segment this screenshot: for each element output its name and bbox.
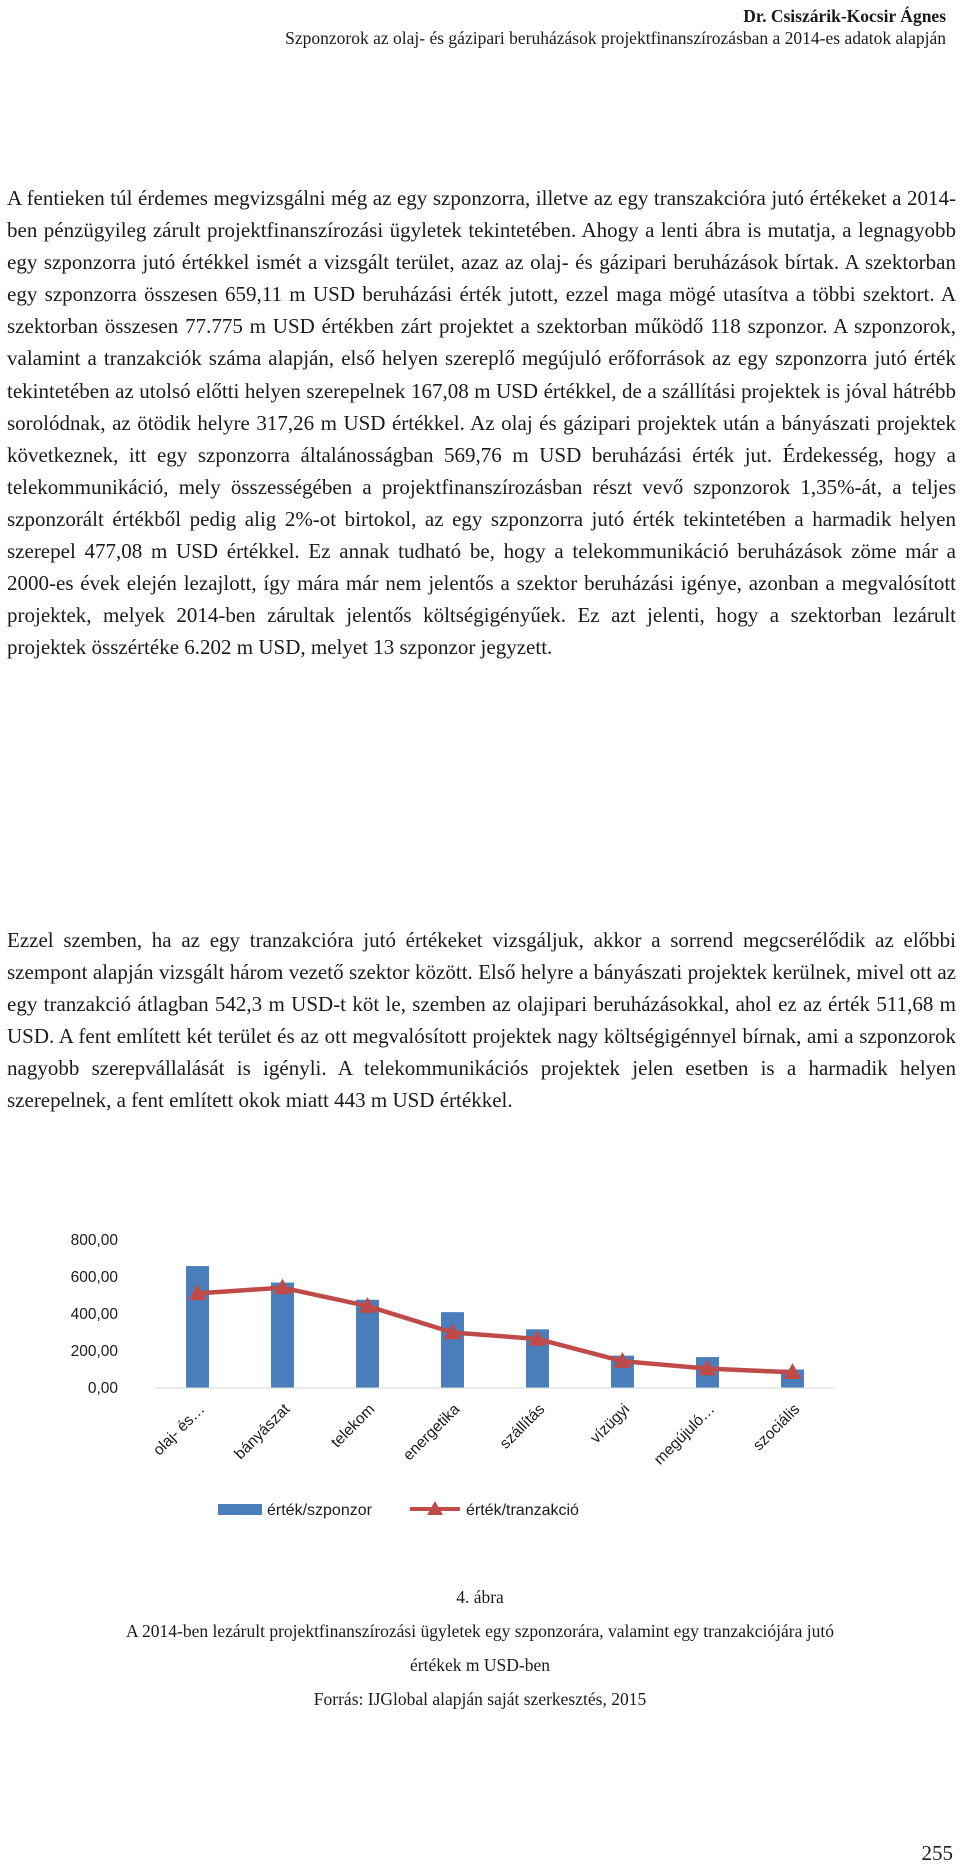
x-tick-label: olaj- és… [150, 1400, 209, 1460]
x-tick-label: telekom [327, 1400, 379, 1452]
y-tick-label: 600,00 [70, 1269, 118, 1286]
y-tick-label: 400,00 [70, 1306, 118, 1323]
body-paragraph-2: Ezzel szemben, ha az egy tranzakcióra jutó értékeket vizsgáljuk, akkor a sorrend megcserélődik az előbbi szempont alapján vizsgált három vezető szektor között. Első helyre a bányászati projektek kerülnek, mivel ott az egy tranzakció átlagban 542,3 m USD-t köt le, szemben az olajipari beruházásokkal, ahol ez az érték 511,68 m USD. A fent említett két terület és az ott megvalósított projektek nagy költségigénnyel bírnak, ami a szponzorok nagyobb szerepvállalását is igényli. A telekommunikációs projektek jelen esetben is a harmadik helyen szerepelnek, a fent említett okok miatt 443 m USD értékkel. [7, 928, 956, 1113]
page-number: 255 [921, 1841, 953, 1865]
bar [356, 1300, 379, 1388]
figure-caption-line-1: A 2014-ben lezárult projektfinanszírozási ügyletek egy szponzorára, valamint egy tranzakciójára jutó [126, 1621, 834, 1641]
legend-label-bar: érték/szponzor [267, 1502, 372, 1519]
x-tick-label: szállítás [496, 1400, 549, 1453]
legend-label-line: érték/tranzakció [466, 1502, 579, 1519]
y-tick-label: 800,00 [70, 1232, 118, 1249]
figure-caption-line-2: értékek m USD-ben [410, 1655, 550, 1675]
chart-legend [218, 1501, 579, 1519]
combo-chart [60, 1228, 840, 1553]
body-paragraph-1: A fentieken túl érdemes megvizsgálni még az egy szponzorra, illetve az egy transzakcióra jutó értékeket a 2014-ben pénzügyileg zárult projektfinanszírozási ügyletek tekintetében. Ahogy a lenti ábra is mutatja, a legnagyobb egy szponzorra jutó értékkel ismét a vizsgált terület, azaz az olaj- és gázipari beruházások bírtak. A szektorban egy szponzorra összesen 659,11 m USD beruházási érték jutott, ezzel maga mögé utasítva a többi szektort. A szektorban összesen 77.775 m USD értékben zárt projektet a szektorban működő 118 szponzor. A szponzorok, valamint a tranzakciók száma alapján, első helyen szereplő megújuló erőforrások az egy szponzorra jutó érték tekintetében az utolsó előtti helyen szerepelnek 167,08 m USD értékkel, de a szállítási projektek is jóval hátrébb sorolódnak, az ötödik helyre 317,26 m USD értékkel. Az olaj és gázipari projektek után a bányászati projektek következnek, itt egy szponzorra általánosságban 569,76 m USD beruházási érték jut. Érdekesség, hogy a telekommunikáció, mely összességében a projektfinanszírozásban részt vevő szponzorok 1,35%-át, a teljes szponzorált értékből pedig alig 2%-ot birtokol, az egy szponzorra jutó érték tekintetében a harmadik helyen szerepel 477,08 m USD értékkel. Ez annak tudható be, hogy a telekommunikáció beruházások zöme már a 2000-es évek elején lezajlott, így mára már nem jelentős a szektor beruházási igénye, azonban a megvalósított projektek, melyek 2014-ben zárultak jelentős költségigényűek. Ez azt jelenti, hogy a szektorban lezárult projektek összértéke 6.202 m USD, melyet 13 szponzor jegyzett. [7, 186, 956, 660]
legend-swatch-bar [218, 1504, 262, 1515]
x-tick-label: bányászat [231, 1400, 294, 1463]
running-header-title: Szponzorok az olaj- és gázipari beruházások projektfinanszírozásban a 2014-es adatok alapján [285, 28, 946, 48]
y-tick-label: 200,00 [70, 1343, 118, 1360]
running-header-author: Dr. Csiszárik-Kocsir Ágnes [743, 6, 946, 26]
y-axis-tick-labels [71, 1232, 119, 1397]
figure-number: 4. ábra [456, 1587, 504, 1607]
x-tick-label: megújuló… [650, 1400, 719, 1469]
x-tick-label: szociális [749, 1400, 804, 1455]
bar [271, 1283, 294, 1388]
y-tick-label: 0,00 [87, 1380, 118, 1397]
figure-source: Forrás: IJGlobal alapján saját szerkesztés, 2015 [313, 1689, 647, 1709]
figure-chart [60, 1228, 840, 1553]
x-axis-tick-labels [150, 1400, 803, 1468]
x-tick-label: vízügyi [587, 1400, 634, 1447]
x-tick-label: energetika [400, 1400, 464, 1465]
